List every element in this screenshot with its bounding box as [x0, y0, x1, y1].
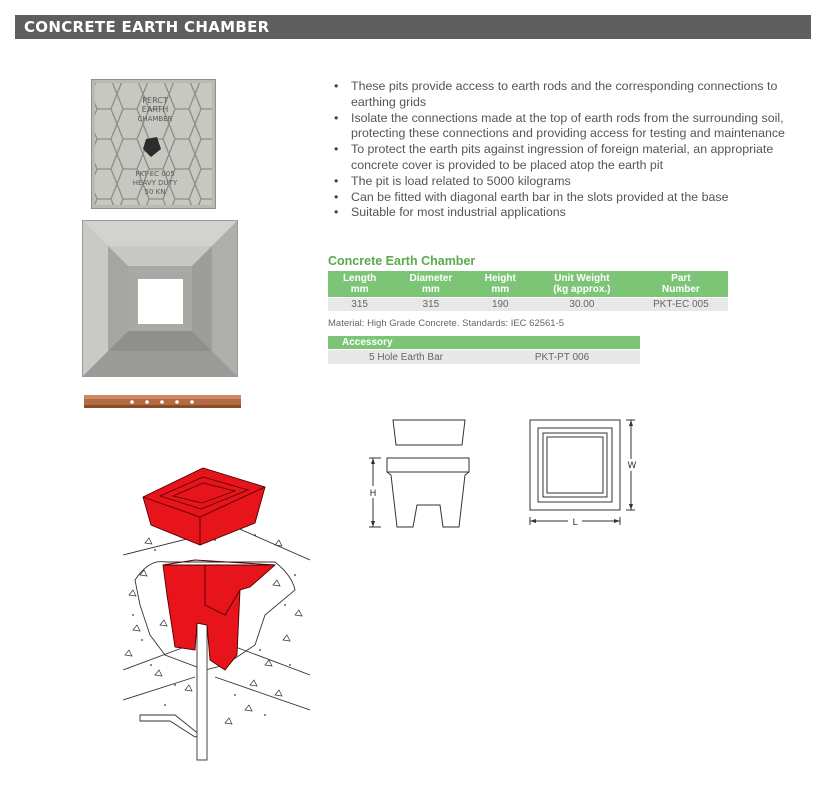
header-length: Length mm [328, 271, 391, 298]
cover-text-6: 50 KN [144, 188, 166, 196]
material-note: Material: High Grade Concrete. Standards: IEC 62561-5 [328, 318, 565, 329]
accessory-table [328, 336, 640, 364]
list-item: • Isolate the connections made at the top of earth rods from the surrounding soil, protecting these connections and providing access for testing and maintenance [334, 111, 794, 143]
cell-diameter: 315 [391, 298, 470, 312]
header-diameter: Diameter mm [391, 271, 470, 298]
cover-text-2: EARTH [141, 105, 169, 114]
list-item: • The pit is load related to 5000 kilograms [334, 174, 794, 190]
spec-table [328, 271, 728, 311]
earth-bar-photo [84, 393, 241, 411]
table-row [328, 298, 728, 312]
chamber-open-photo [82, 220, 238, 377]
cell-length: 315 [328, 298, 391, 312]
installation-illustration [115, 465, 310, 765]
chamber-cover-photo [91, 79, 216, 209]
accessory-part: PKT-PT 006 [484, 350, 640, 365]
section-header-bar [15, 15, 811, 39]
table-header-row [328, 271, 728, 298]
cover-text-3: CHAMBER [137, 115, 173, 123]
list-item: • Suitable for most industrial applications [334, 205, 794, 221]
dim-label-height: H [369, 489, 377, 499]
accessory-name: 5 Hole Earth Bar [328, 350, 484, 365]
cover-text-4: PKT-EC 005 [135, 170, 175, 178]
list-item: • Can be fitted with diagonal earth bar in the slots provided at the base [334, 190, 794, 206]
list-item: • To protect the earth pits against ingression of foreign material, an appropriate concrete cover is provided to be placed atop the earth pit [334, 142, 794, 174]
cell-unit-weight: 30.00 [530, 298, 634, 312]
cell-height: 190 [471, 298, 530, 312]
header-unit-weight: Unit Weight (kg approx.) [530, 271, 634, 298]
page-title: CONCRETE EARTH CHAMBER [24, 18, 270, 36]
top-plan-drawing [525, 415, 645, 535]
accessory-header: Accessory [328, 336, 640, 350]
cover-text-1: PERCT [142, 96, 168, 105]
list-item: • These pits provide access to earth rods and the corresponding connections to earthing grids [334, 79, 794, 111]
side-elevation-drawing [365, 415, 475, 530]
dim-label-length: L [572, 518, 578, 528]
header-part-number: Part Number [634, 271, 728, 298]
cell-part-number: PKT-EC 005 [634, 298, 728, 312]
cover-text-5: HEAVY DUTY [132, 179, 178, 187]
spec-section-title: Concrete Earth Chamber [328, 254, 476, 268]
table-row [328, 350, 640, 365]
header-height: Height mm [471, 271, 530, 298]
dim-label-width: W [627, 461, 637, 471]
feature-list [334, 79, 794, 221]
table-header-row [328, 336, 640, 350]
